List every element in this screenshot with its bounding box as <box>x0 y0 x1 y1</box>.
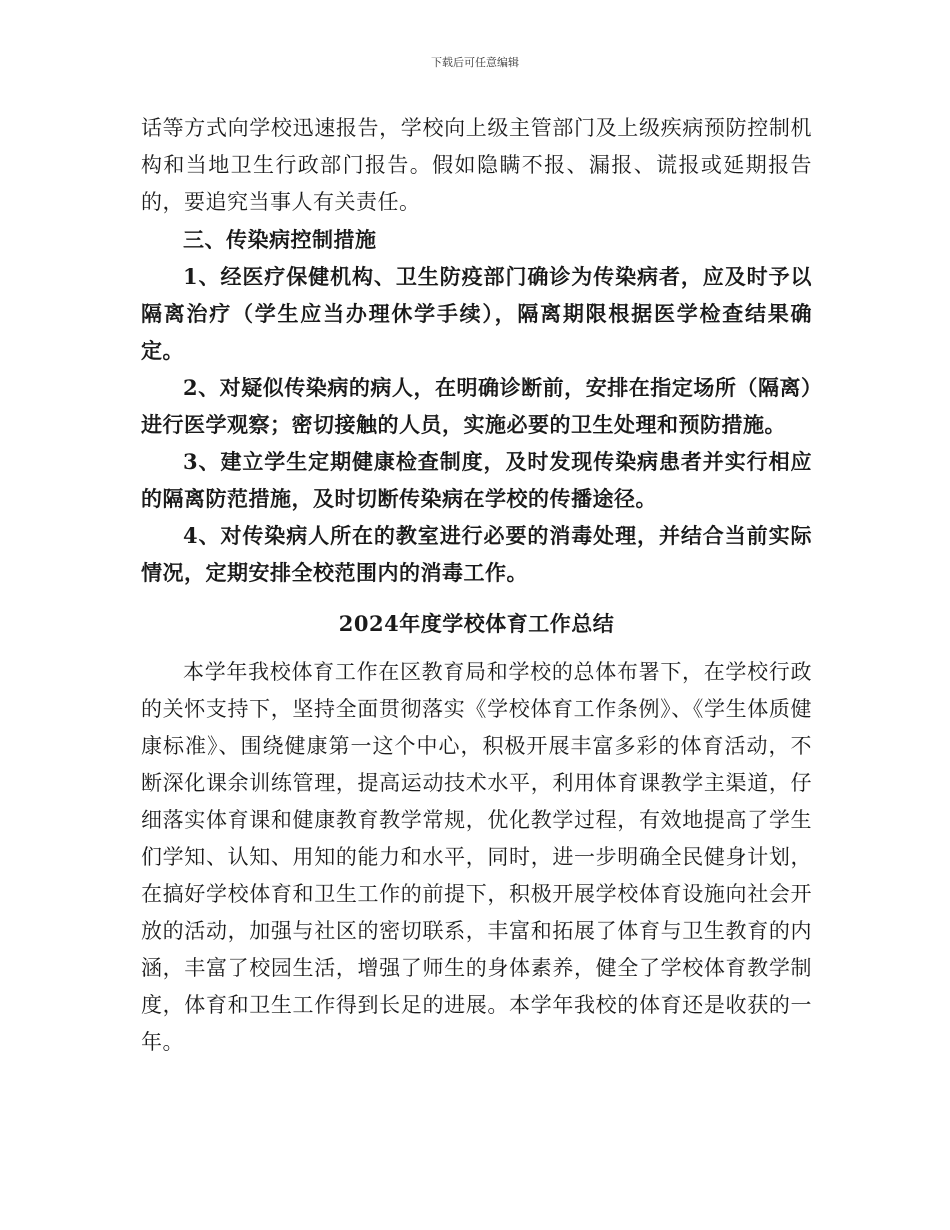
section-heading: 三、传染病控制措施 <box>183 227 377 252</box>
measure-item-1: 1、经医疗保健机构、卫生防疫部门确诊为传染病者，应及时予以隔离治疗（学生应当办理休学手续），隔离期限根据医学检查结果确定。 <box>141 264 812 363</box>
intro-paragraph: 话等方式向学校迅速报告，学校向上级主管部门及上级疾病预防控制机构和当地卫生行政部门报告。假如隐瞒不报、漏报、谎报或延期报告的，要追究当事人有关责任。 <box>141 116 812 214</box>
document-body <box>141 110 812 1061</box>
page-header: 下载后可任意编辑 <box>431 56 519 69</box>
measure-item-3: 3、建立学生定期健康检查制度，及时发现传染病患者并实行相应的隔离防范措施，及时切断传染病在学校的传播途径。 <box>141 449 812 511</box>
summary-paragraph: 本学年我校体育工作在区教育局和学校的总体布署下，在学校行政的关怀支持下，坚持全面贯彻落实《学校体育工作条例》、《学生体质健康标准》、围绕健康第一这个中心，积极开展丰富多彩的体育活动，不断深化课余训练管理，提高运动技术水平，利用体育课教学主渠道，仔细落实体育课和健康教育教学常规，优化教学过程，有效地提高了学生们学知、认知、用知的能力和水平，同时，进一步明确全民健身计划，在搞好学校体育和卫生工作的前提下，积极开展学校体育设施向社会开放的活动，加强与社区的密切联系，丰富和拓展了体育与卫生教育的内涵，丰富了校园生活，增强了师生的身体素养，健全了学校体育教学制度，体育和卫生工作得到长足的进展。本学年我校的体育还是收获的一年。 <box>141 660 812 1054</box>
document-title: 2024年度学校体育工作总结 <box>338 611 615 636</box>
measure-item-4: 4、对传染病人所在的教室进行必要的消毒处理，并结合当前实际情况，定期安排全校范围内的消毒工作。 <box>141 523 812 585</box>
measure-item-2: 2、对疑似传染病的病人，在明确诊断前，安排在指定场所（隔离）进行医学观察；密切接触的人员，实施必要的卫生处理和预防措施。 <box>141 375 812 437</box>
